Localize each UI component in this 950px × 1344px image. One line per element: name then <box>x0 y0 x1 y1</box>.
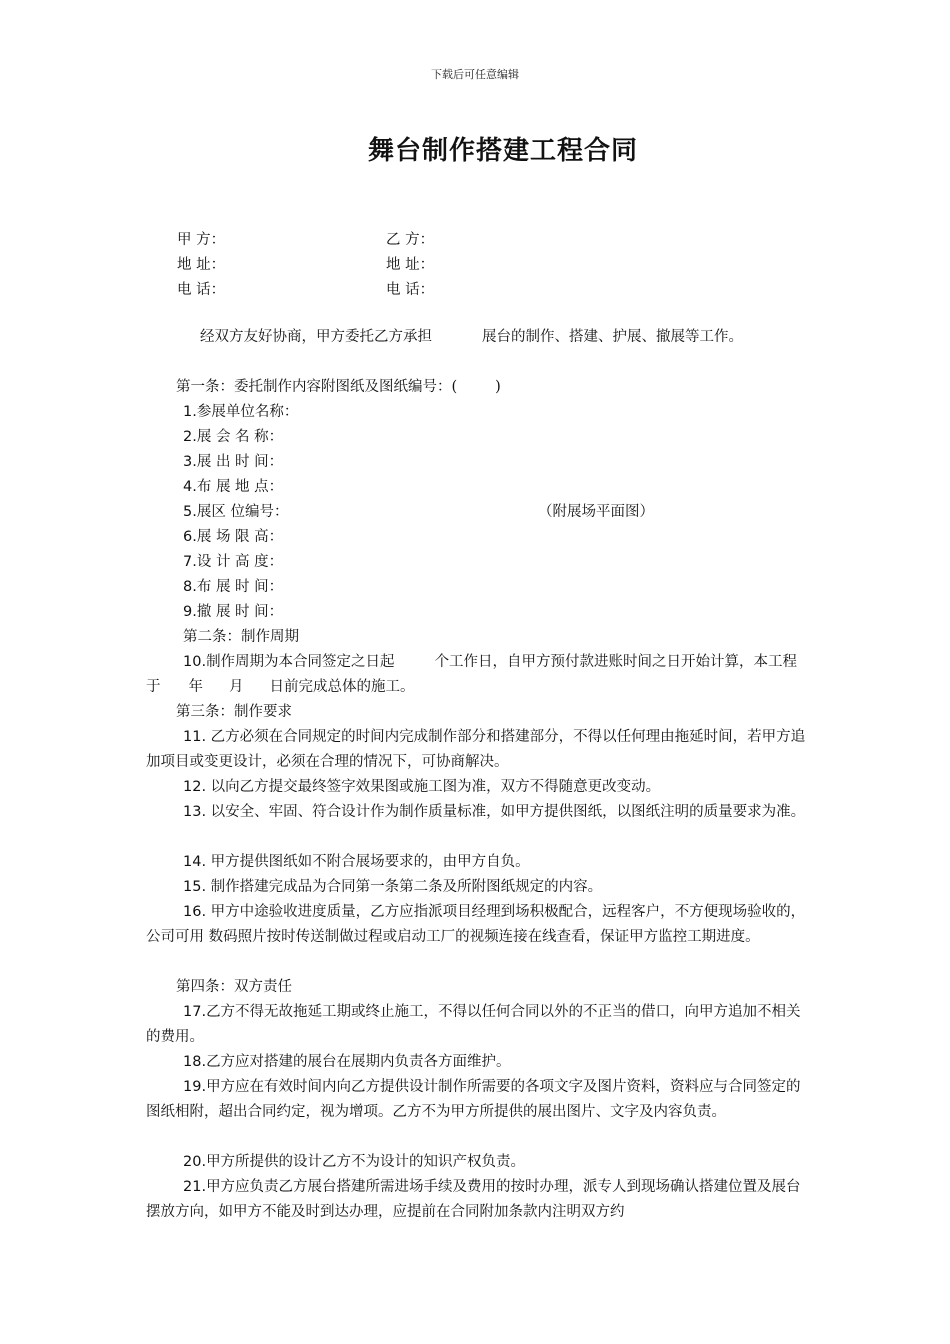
clause-text: 甲方所提供的设计乙方不为设计的知识产权负责。 <box>206 1154 526 1170</box>
clause-number: 6. <box>183 529 197 545</box>
clause-number: 17. <box>183 1004 207 1020</box>
clause-number: 11. <box>183 729 207 745</box>
party-a-address: 地 址： <box>177 257 226 273</box>
floor-plan-note: （附展场平面图） <box>538 504 654 520</box>
clause-number: 21. <box>183 1179 207 1195</box>
clause-number: 5. <box>183 504 197 520</box>
list-item <box>146 400 810 425</box>
party-a-phone: 电 话： <box>177 282 226 298</box>
clause-number: 15. <box>183 879 207 895</box>
clause-number: 2. <box>183 429 197 445</box>
clause-21 <box>146 1175 810 1225</box>
clause-text: 甲方应负责乙方展台搭建所需进场手续及费用的按时办理，派专人到现场确认搭建位置及展台摆放方向，如甲方不能及时到达办理，应提前在合同附加条款内注明双方约 <box>146 1179 801 1220</box>
clause-text: 展 场 限 高： <box>196 529 284 545</box>
clause-text: 日前完成总体的施工。 <box>269 679 415 695</box>
list-item <box>146 600 810 625</box>
clause-text: ) <box>495 379 501 395</box>
clause-text: 展 出 时 间： <box>196 454 284 470</box>
clause-10 <box>146 650 810 700</box>
clause-number: 10. <box>183 654 207 670</box>
party-b-name: 乙 方： <box>386 232 435 248</box>
clause-number: 3. <box>183 454 197 470</box>
clause-14 <box>146 850 810 875</box>
clause-text: 撤 展 时 间： <box>196 604 284 620</box>
clause-text: 第一条：委托制作内容附图纸及图纸编号：( <box>176 379 458 395</box>
clause-number: 13. <box>183 804 207 820</box>
clause-number: 16. <box>183 904 207 920</box>
clause-19 <box>146 1075 810 1125</box>
clause-text: 个工作日，自甲方预付款进账时间之日开始计算，本工程于 <box>146 654 798 695</box>
header-note: 下载后可任意编辑 <box>431 68 519 81</box>
clause-18 <box>146 1050 810 1075</box>
article-1-heading <box>146 375 810 400</box>
clause-text: 以向乙方提交最终签字效果图或施工图为准，双方不得随意更改变动。 <box>210 779 661 795</box>
clause-number: 4. <box>183 479 197 495</box>
clause-number: 14. <box>183 854 207 870</box>
clause-20 <box>146 1150 810 1175</box>
clause-text: 设 计 高 度： <box>196 554 284 570</box>
list-item <box>146 525 810 550</box>
clause-15 <box>146 875 810 900</box>
intro-text-1: 经双方友好协商，甲方委托乙方承担 <box>200 329 432 345</box>
clause-number: 20. <box>183 1154 207 1170</box>
clause-text: 制作周期为本合同签定之日起 <box>206 654 395 670</box>
clause-text: 月 <box>229 679 244 695</box>
list-item <box>146 500 810 525</box>
clause-number: 19. <box>183 1079 207 1095</box>
clause-text: 甲方中途验收进度质量，乙方应指派项目经理到场积极配合，远程客户，不方便现场验收的，公司可用 数码照片按时传送制做过程或启动工厂的视频连接在线查看，保证甲方监控工期进度。 <box>146 904 806 945</box>
clause-text: 参展单位名称： <box>196 404 299 420</box>
list-item <box>146 425 810 450</box>
clause-text: 甲方应在有效时间内向乙方提供设计制作所需要的各项文字及图片资料，资料应与合同签定的图纸相附，超出合同约定，视为增项。乙方不为甲方所提供的展出图片、文字及内容负责。 <box>146 1079 801 1120</box>
list-item <box>146 450 810 475</box>
clause-text: 乙方不得无故拖延工期或终止施工，不得以任何合同以外的不正当的借口，向甲方追加不相关的费用。 <box>146 1004 801 1045</box>
clause-text: 展区 位编号： <box>196 504 289 520</box>
clause-text: 乙方必须在合同规定的时间内完成制作部分和搭建部分，不得以任何理由拖延时间，若甲方追加项目或变更设计，必须在合理的情况下，可协商解决。 <box>146 729 806 770</box>
clause-number: 9. <box>183 604 197 620</box>
clause-number: 12. <box>183 779 207 795</box>
clause-11 <box>146 725 810 775</box>
clause-text: 布 展 时 间： <box>196 579 284 595</box>
clause-text: 布 展 地 点： <box>196 479 284 495</box>
list-item <box>146 575 810 600</box>
party-a-name: 甲 方： <box>177 232 226 248</box>
clause-text: 甲方提供图纸如不附合展场要求的，由甲方自负。 <box>210 854 530 870</box>
clause-number: 7. <box>183 554 197 570</box>
document-title: 舞台制作搭建工程合同 <box>367 136 638 166</box>
article-3-heading: 第三条：制作要求 <box>176 704 292 720</box>
clause-number: 18. <box>183 1054 207 1070</box>
intro-text-2: 展台的制作、搭建、护展、撤展等工作。 <box>482 329 743 345</box>
clause-text: 以安全、牢固、符合设计作为制作质量标准，如甲方提供图纸，以图纸注明的质量要求为准。 <box>210 804 806 820</box>
party-b-phone: 电 话： <box>386 282 435 298</box>
clause-text: 制作搭建完成品为合同第一条第二条及所附图纸规定的内容。 <box>210 879 603 895</box>
clause-13 <box>146 800 810 825</box>
party-b-address: 地 址： <box>386 257 435 273</box>
article-4-heading: 第四条：双方责任 <box>176 979 292 995</box>
intro-paragraph <box>146 325 810 350</box>
list-item <box>146 475 810 500</box>
clause-text: 展 会 名 称： <box>196 429 284 445</box>
list-item <box>146 550 810 575</box>
article-2-heading: 第二条：制作周期 <box>183 629 299 645</box>
clause-text: 乙方应对搭建的展台在展期内负责各方面维护。 <box>206 1054 511 1070</box>
clause-number: 8. <box>183 579 197 595</box>
clause-12 <box>146 775 810 800</box>
clause-17 <box>146 1000 810 1050</box>
clause-number: 1. <box>183 404 197 420</box>
clause-16 <box>146 900 810 950</box>
clause-text: 年 <box>188 679 203 695</box>
